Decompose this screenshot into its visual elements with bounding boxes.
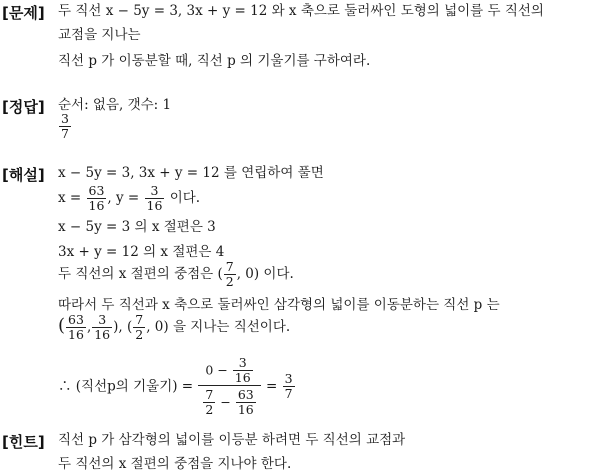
slope-den-minus: − [220,394,231,410]
problem-tag: [문제] [2,4,45,22]
expl-l2-mid: , y = [107,190,140,206]
expl-line-8 [58,356,296,417]
hint-tag: [힌트] [2,433,45,451]
hint-line-2: 두 직선의 x 절편의 중점을 지나야 한다. [58,456,292,472]
den: 16 [146,198,163,213]
slope-result-frac [283,372,295,401]
answer-frac-num: 3 [61,111,69,126]
num: 3 [284,371,293,386]
slope-compound-fraction [198,356,260,417]
slope-num-frac [233,356,253,385]
expl-l7-open: ( [58,315,66,336]
explanation-tag: [해설] [2,166,45,184]
expl-l2-frac-2 [145,184,165,213]
expl-line-3: x − 5y = 3 의 x 절편은 3 [58,219,216,235]
num: 3 [145,184,165,199]
expl-line-5 [58,260,294,289]
num: 63 [88,183,105,198]
expl-line-1: x − 5y = 3, 3x + y = 12 를 연립하여 풀면 [58,165,324,181]
expl-l5-frac [224,260,236,289]
problem-line-1: 두 직선 x − 5y = 3, 3x + y = 12 와 x 축으로 둘러싸인 도형의 넓이를 두 직선의 [58,3,544,19]
den: 16 [237,402,254,417]
slope-num-pre: 0 − [205,362,228,378]
expl-line-7 [58,313,290,342]
num: 63 [237,387,254,402]
answer-frac [59,112,71,141]
den: 16 [88,198,105,213]
problem-line-3: 직선 p 가 이동분할 때, 직선 p 의 기울기를 구하여라. [58,53,371,69]
slope-den-frac-2 [236,388,256,417]
num: 63 [68,312,84,327]
slope-denominator [198,386,260,417]
expl-l7-frac-2 [92,313,112,342]
slope-numerator [198,356,260,386]
slope-den-frac-1 [203,388,215,417]
num: 7 [135,312,144,327]
expl-line-6: 따라서 두 직선과 x 축으로 둘러싸인 삼각형의 넓이를 이동분하는 직선 p 는 [58,297,500,313]
expl-line-2 [58,184,200,213]
expl-l7-mid: ), ( [113,319,133,335]
den: 7 [284,386,293,401]
expl-l8-pre: ∴ (직선p의 기울기) = [58,378,194,395]
slope-equals: = [266,378,278,395]
answer-fraction [58,112,72,141]
expl-line-4: 3x + y = 12 의 x 절편은 4 [58,244,225,260]
num: 7 [225,259,234,274]
problem-line-2: 교점을 지나는 [58,27,141,43]
expl-l2-pre: x = [58,190,82,206]
hint-line-1: 직선 p 가 삼각형의 넓이를 이등분 하려면 두 직선의 교점과 [58,432,406,448]
expl-l7-sep: , [86,319,92,335]
den: 16 [234,370,251,385]
expl-l7-frac-3 [133,313,145,342]
answer-tag: [정답] [2,98,45,116]
den: 2 [225,274,234,289]
expl-l7-post: , 0) 을 지나는 직선이다. [146,319,291,335]
num: 3 [92,313,112,328]
expl-l2-post: 이다. [165,190,201,206]
expl-l2-frac-1 [87,184,107,213]
answer-line-1: 순서: 없음, 갯수: 1 [58,97,172,113]
answer-frac-den: 7 [61,126,69,141]
den: 2 [205,402,214,417]
expl-l5-post: , 0) 이다. [236,266,294,282]
num: 3 [233,356,253,371]
expl-l7-frac-1 [66,313,86,342]
expl-l5-pre: 두 직선의 x 절편의 중점은 ( [58,266,223,282]
den: 2 [135,327,144,342]
num: 7 [205,387,214,402]
den: 16 [68,327,84,342]
den: 16 [94,327,111,342]
